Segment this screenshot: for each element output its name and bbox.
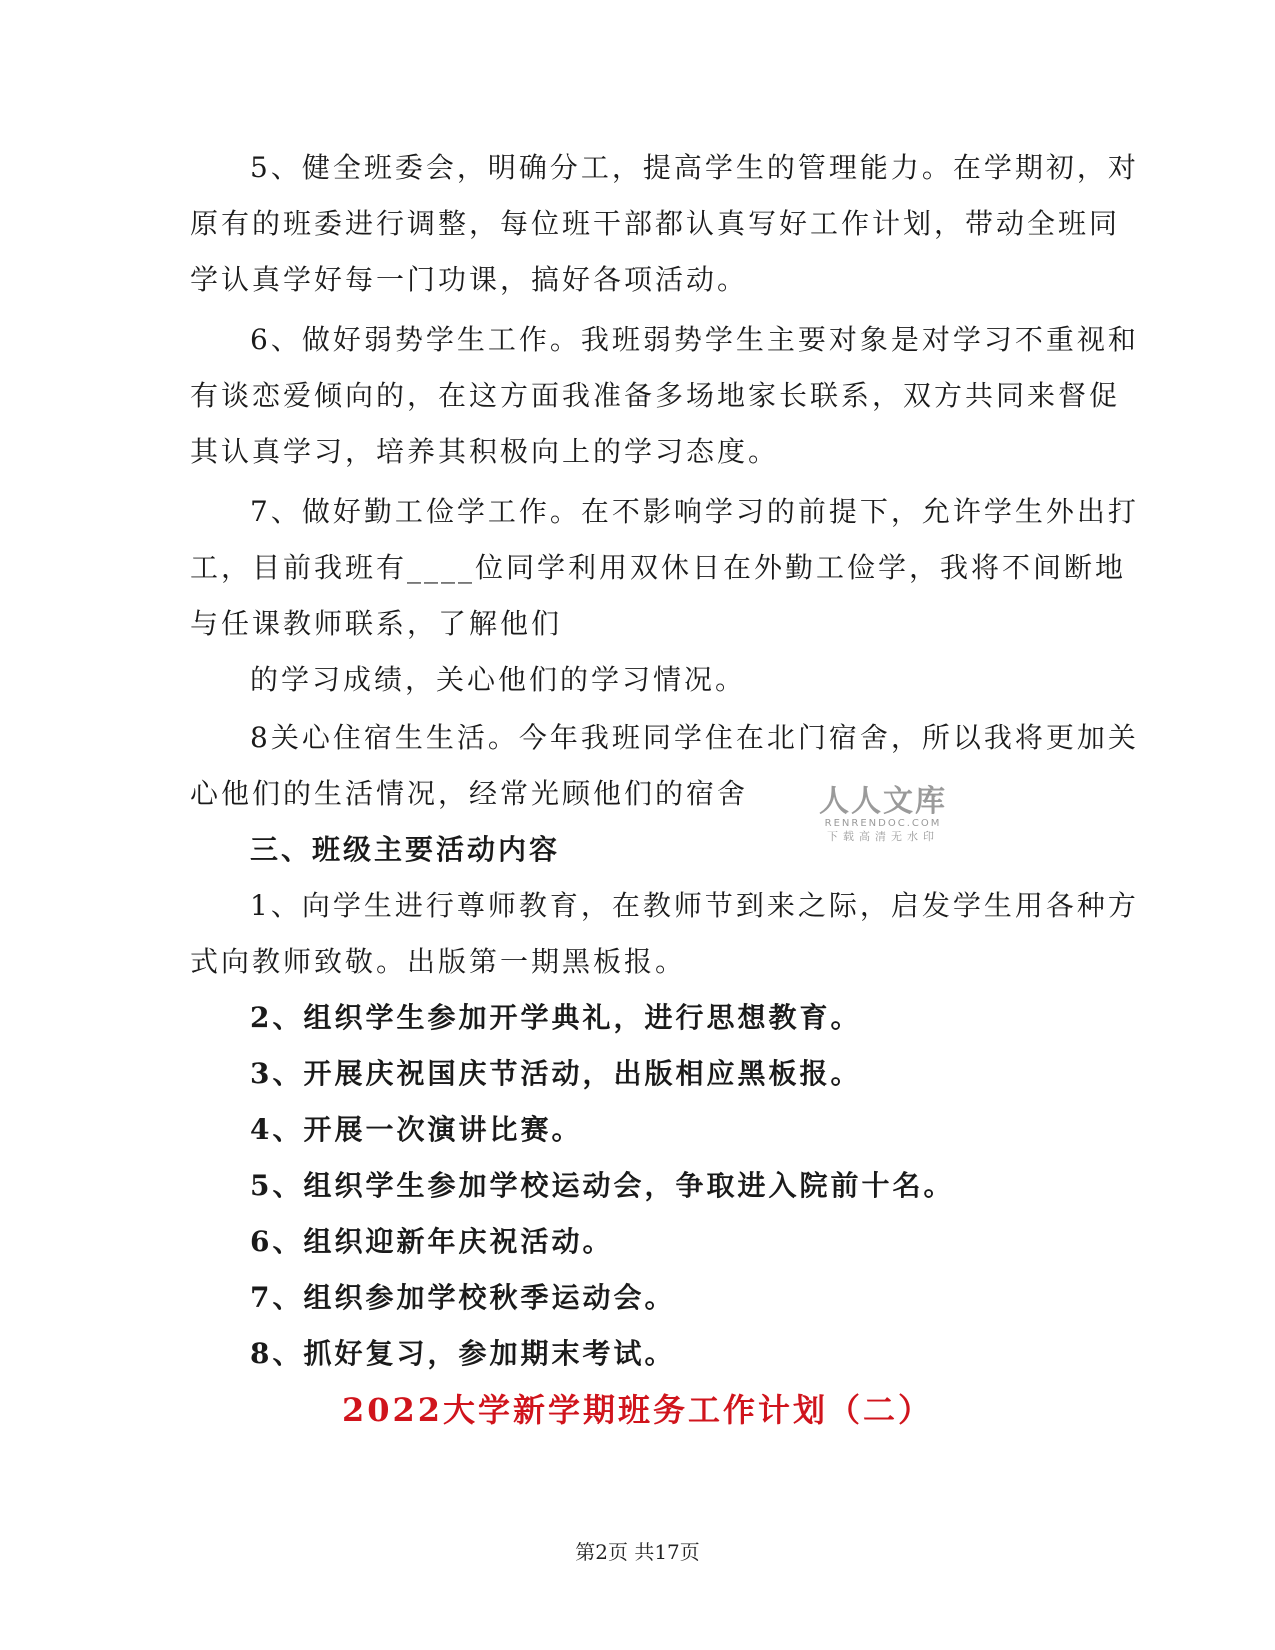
text-line: 8关心住宿生生活。今年我班同学住在北门宿舍，所以我将更加关 (250, 721, 1139, 754)
next-section-title: 2022大学新学期班务工作计划（二） (341, 1391, 934, 1429)
watermark-domain: RENRENDOC.COM (824, 818, 942, 829)
text-line: 有谈恋爱倾向的，在这方面我准备多场地家长联系，双方共同来督促 (190, 379, 1121, 412)
text-line: 式向教师致敬。出版第一期黑板报。 (190, 945, 687, 978)
text-line: 的学习成绩，关心他们的学习情况。 (250, 663, 747, 696)
activity-item: 6、组织迎新年庆祝活动。 (250, 1225, 614, 1258)
activity-item: 8、抓好复习，参加期末考试。 (250, 1337, 676, 1370)
text-line: 心他们的生活情况，经常光顾他们的宿舍 (190, 777, 749, 810)
text-line: 与任课教师联系，了解他们 (190, 607, 563, 640)
watermark-logo (808, 786, 958, 844)
activity-item: 2、组织学生参加开学典礼，进行思想教育。 (250, 1001, 862, 1034)
activity-item: 4、开展一次演讲比赛。 (250, 1113, 583, 1146)
watermark-tagline: 下载高清无水印 (827, 830, 939, 843)
paragraph-6 (190, 312, 1139, 480)
paragraph-5 (190, 140, 1139, 308)
watermark-main: 人人文库 (819, 784, 947, 819)
text-line: 其认真学习，培养其积极向上的学习态度。 (190, 435, 780, 468)
text-line: 学认真学好每一门功课，搞好各项活动。 (190, 263, 749, 296)
text-line: 5、健全班委会，明确分工，提高学生的管理能力。在学期初，对 (250, 151, 1139, 184)
activity-item: 7、组织参加学校秋季运动会。 (250, 1281, 676, 1314)
text-line: 7、做好勤工俭学工作。在不影响学习的前提下，允许学生外出打 (250, 495, 1139, 528)
page-footer: 第2页 共17页 (575, 1540, 700, 1564)
text-line: 工，目前我班有____位同学利用双休日在外勤工俭学，我将不间断地 (190, 551, 1127, 584)
activity-item: 3、开展庆祝国庆节活动，出版相应黑板报。 (250, 1057, 862, 1090)
document-body (190, 140, 1139, 1382)
section-heading: 三、班级主要活动内容 (250, 833, 561, 866)
activity-item: 5、组织学生参加学校运动会，争取进入院前十名。 (250, 1169, 955, 1202)
paragraph-7 (190, 484, 1139, 652)
text-line: 原有的班委进行调整，每位班干部都认真写好工作计划，带动全班同 (190, 207, 1121, 240)
text-line: 1、向学生进行尊师教育，在教师节到来之际，启发学生用各种方 (250, 889, 1139, 922)
activity-1 (190, 878, 1139, 990)
text-line: 6、做好弱势学生工作。我班弱势学生主要对象是对学习不重视和 (250, 323, 1139, 356)
paragraph-7-continued (190, 652, 1090, 708)
